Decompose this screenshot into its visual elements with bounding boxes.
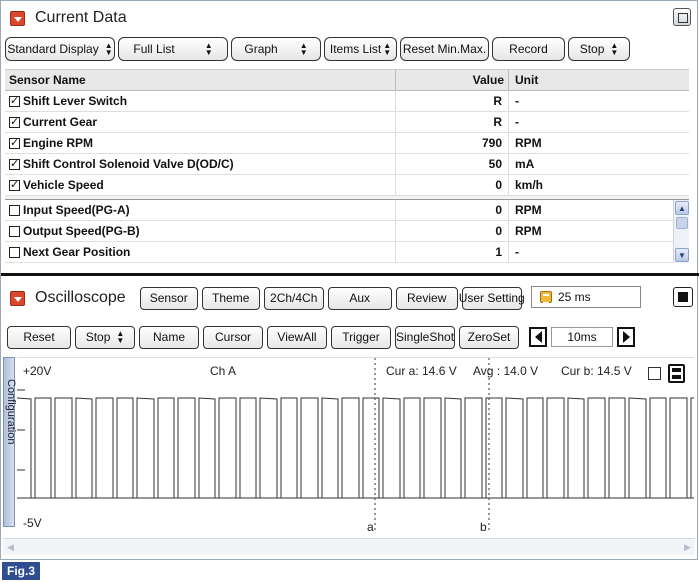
current-data-header: [3, 3, 697, 33]
split-view-icon[interactable]: [668, 364, 685, 383]
single-shot-button[interactable]: SingleShot: [395, 326, 455, 349]
sensor-name: Input Speed(PG-A): [23, 203, 130, 217]
table-row[interactable]: [5, 175, 689, 196]
hourglass-icon: [540, 291, 552, 303]
sensor-unit: -: [515, 94, 519, 108]
cursor-a-readout: Cur a: 14.6 V: [386, 364, 457, 378]
header-sensor-name[interactable]: Sensor Name: [5, 70, 396, 90]
stop-dropdown[interactable]: [568, 37, 630, 61]
reset-button[interactable]: Reset: [7, 326, 71, 349]
sensor-unit: RPM: [515, 136, 542, 150]
scroll-up-icon[interactable]: ▲: [675, 201, 689, 215]
scroll-thumb[interactable]: [676, 217, 688, 229]
sensor-button[interactable]: Sensor: [140, 287, 198, 310]
sensor-value: 0: [396, 200, 509, 220]
sensor-name-cell: [5, 112, 396, 132]
table-row[interactable]: [5, 242, 689, 263]
oscilloscope-header: [3, 284, 697, 312]
row-checkbox[interactable]: [9, 117, 20, 128]
cursor-b-readout: Cur b: 14.5 V: [561, 364, 632, 378]
sensor-name-cell: [5, 154, 396, 174]
row-checkbox[interactable]: [9, 247, 20, 258]
scroll-left-icon[interactable]: ◀: [7, 542, 14, 552]
display-option-checkbox[interactable]: [648, 367, 661, 380]
oscilloscope-header-buttons: [140, 287, 525, 310]
collapse-arrow-icon[interactable]: [10, 11, 25, 26]
sensor-value: 0: [396, 175, 509, 195]
panel-divider[interactable]: [1, 273, 699, 276]
table-row[interactable]: [5, 221, 689, 242]
other-rows: [5, 200, 689, 263]
channel-mode-button[interactable]: 2Ch/4Ch: [264, 287, 324, 310]
table-row[interactable]: [5, 200, 689, 221]
y-max-label: +20V: [23, 364, 52, 378]
stop-square-icon[interactable]: [673, 287, 693, 307]
header-unit[interactable]: Unit: [515, 73, 539, 87]
sensor-name-cell: [5, 242, 396, 262]
average-readout: Avg : 14.0 V: [473, 364, 539, 378]
stop-label: Stop: [579, 42, 605, 56]
y-min-label: -5V: [23, 516, 42, 530]
scroll-right-icon[interactable]: ▶: [684, 542, 691, 552]
sample-time-value: 25 ms: [558, 290, 591, 304]
graph-dropdown[interactable]: [231, 37, 321, 61]
row-checkbox[interactable]: [9, 180, 20, 191]
channel-label: Ch A: [210, 364, 237, 378]
sensor-unit: RPM: [515, 224, 542, 238]
maximize-icon[interactable]: [673, 8, 691, 26]
sensor-name-cell: [5, 221, 396, 241]
table-header: [5, 69, 689, 91]
right-triangle-icon: [623, 331, 630, 343]
full-list-label: Full List: [133, 42, 175, 56]
row-checkbox[interactable]: [9, 159, 20, 170]
left-triangle-icon: [535, 331, 542, 343]
theme-button[interactable]: Theme: [202, 287, 260, 310]
sensor-name: Output Speed(PG-B): [23, 224, 140, 238]
sensor-name-cell: [5, 200, 396, 220]
current-data-title: Current Data: [35, 9, 127, 26]
cursor-b-marker: b: [480, 520, 487, 534]
sensor-name-cell: [5, 133, 396, 153]
row-checkbox[interactable]: [9, 96, 20, 107]
sensor-value: R: [396, 91, 509, 111]
time-division-value: 10ms: [551, 327, 613, 347]
sensor-unit: mA: [515, 157, 535, 171]
sensor-value: 1: [396, 242, 509, 262]
full-list-dropdown[interactable]: [118, 37, 228, 61]
updown-arrow-icon: ▲ ▼: [204, 41, 213, 57]
sensor-name: Next Gear Position: [23, 245, 131, 259]
row-checkbox[interactable]: [9, 226, 20, 237]
sensor-value: 0: [396, 221, 509, 241]
waveform-display[interactable]: [17, 357, 694, 532]
sensor-unit: km/h: [515, 178, 544, 192]
graph-label: Graph: [244, 42, 278, 56]
updown-arrow-icon: ▲ ▼: [116, 329, 125, 345]
table-row[interactable]: [5, 112, 689, 133]
items-list-dropdown[interactable]: [324, 37, 397, 61]
oscilloscope-toolbar: [7, 325, 635, 349]
collapse-arrow-icon[interactable]: [10, 291, 25, 306]
sensor-name: Vehicle Speed: [23, 178, 104, 192]
current-data-toolbar: [5, 37, 630, 63]
sensor-unit: -: [515, 115, 519, 129]
osc-stop-label: Stop: [85, 330, 111, 344]
sensor-table: [5, 69, 689, 269]
header-value[interactable]: Value: [396, 70, 509, 90]
time-increase-button[interactable]: [617, 327, 635, 347]
sensor-name-cell: [5, 175, 396, 195]
updown-arrow-icon: ▲ ▼: [104, 41, 113, 57]
updown-arrow-icon: ▲ ▼: [383, 41, 392, 57]
table-row[interactable]: [5, 133, 689, 154]
aux-button[interactable]: Aux: [328, 287, 392, 310]
cursor-button[interactable]: Cursor: [203, 326, 263, 349]
sensor-value: 790: [396, 133, 509, 153]
sensor-value: R: [396, 112, 509, 132]
trigger-button[interactable]: Trigger: [331, 326, 391, 349]
sensor-name: Shift Control Solenoid Valve D(OD/C): [23, 157, 234, 171]
time-decrease-button[interactable]: [529, 327, 547, 347]
updown-arrow-icon: ▲ ▼: [610, 41, 619, 57]
configuration-tab-label: Configuration: [5, 379, 17, 445]
items-list-label: Items List: [329, 42, 382, 56]
standard-display-label: Standard Display: [7, 42, 99, 56]
table-row[interactable]: [5, 91, 689, 112]
sensor-name-cell: [5, 91, 396, 111]
sensor-unit: -: [515, 245, 519, 259]
row-checkbox[interactable]: [9, 138, 20, 149]
vertical-scrollbar[interactable]: [673, 200, 689, 263]
sample-time-display: [531, 286, 641, 308]
view-all-button[interactable]: ViewAll: [267, 326, 327, 349]
selected-rows: [5, 91, 689, 196]
horizontal-scrollbar[interactable]: [3, 538, 695, 555]
figure-label: Fig.3: [2, 562, 40, 580]
oscilloscope-title: Oscilloscope: [35, 289, 126, 306]
scroll-down-icon[interactable]: ▼: [675, 248, 689, 262]
zero-set-button[interactable]: ZeroSet: [459, 326, 519, 349]
standard-display-dropdown[interactable]: [5, 37, 115, 61]
sensor-name: Engine RPM: [23, 136, 94, 150]
updown-arrow-icon: ▲ ▼: [299, 41, 308, 57]
sensor-name: Shift Lever Switch: [23, 94, 128, 108]
name-button[interactable]: Name: [139, 326, 199, 349]
record-button[interactable]: Record: [492, 37, 565, 61]
configuration-tab[interactable]: [3, 357, 15, 527]
waveform-plot: [17, 358, 694, 533]
sensor-unit: RPM: [515, 203, 542, 217]
sensor-name: Current Gear: [23, 115, 98, 129]
channel-a-trace: [17, 398, 694, 498]
cursor-a-marker: a: [367, 520, 374, 534]
reset-min-max-button[interactable]: Reset Min.Max.: [400, 37, 489, 61]
user-setting-button[interactable]: User Setting: [462, 287, 522, 310]
review-button[interactable]: Review: [396, 287, 458, 310]
table-row[interactable]: [5, 154, 689, 175]
osc-stop-dropdown[interactable]: [75, 326, 135, 349]
row-checkbox[interactable]: [9, 205, 20, 216]
sensor-value: 50: [396, 154, 509, 174]
